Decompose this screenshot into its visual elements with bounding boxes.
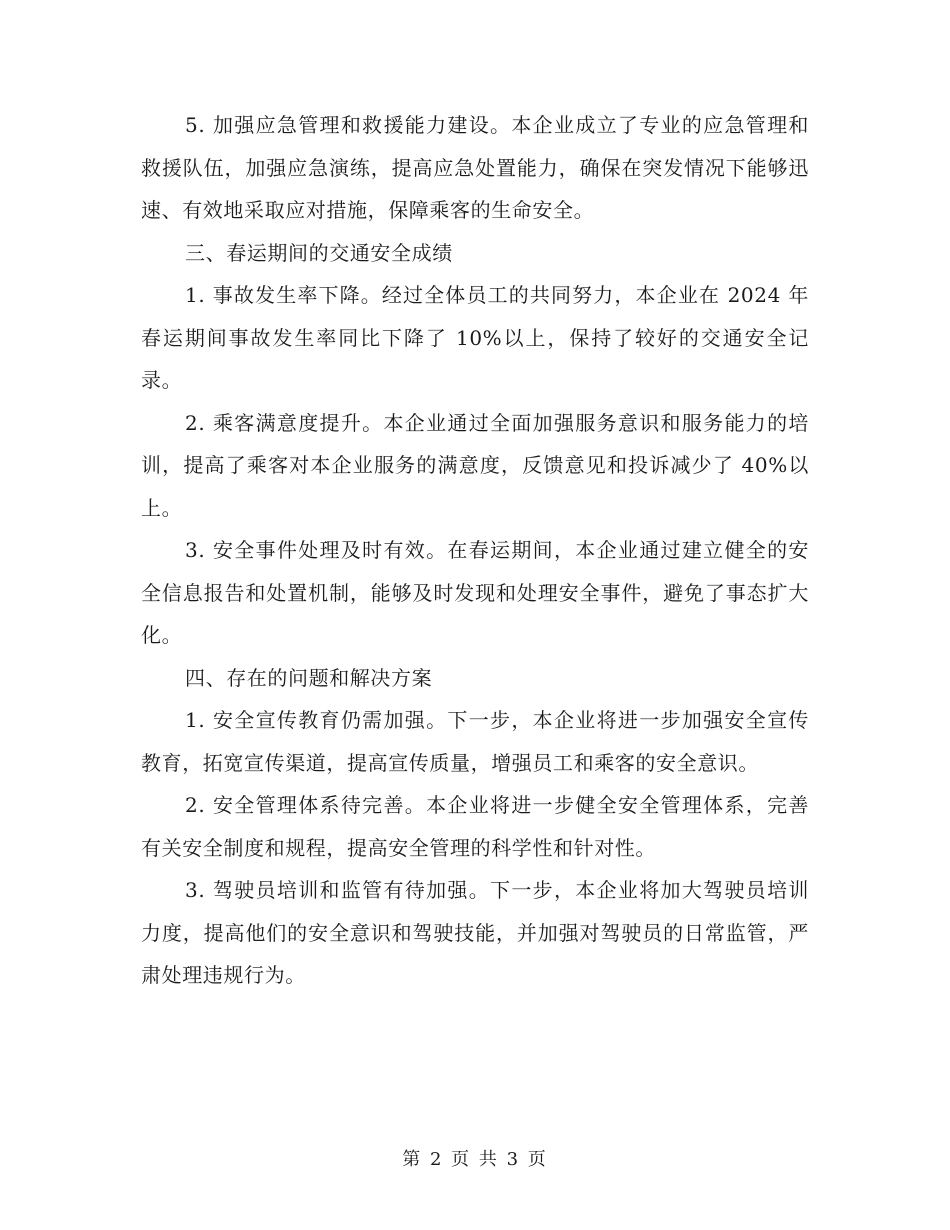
section-heading-problems: 四、存在的问题和解决方案 [185, 665, 433, 690]
paragraph-incident-handling: 3. 安全事件处理及时有效。在春运期间，本企业通过建立健全的安全信息报告和处置机制，能够及时发现和处理安全事件，避免了事态扩大化。 [141, 538, 809, 647]
section-heading-achievements: 三、春运期间的交通安全成绩 [185, 240, 453, 265]
paragraph-driver-training: 3. 驾驶员培训和监管有待加强。下一步，本企业将加大驾驶员培训力度，提高他们的安全意识和驾驶技能，并加强对驾驶员的日常监管，严肃处理违规行为。 [141, 878, 809, 987]
document-body [141, 104, 809, 997]
paragraph-passenger-satisfaction: 2. 乘客满意度提升。本企业通过全面加强服务意识和服务能力的培训，提高了乘客对本企业服务的满意度，反馈意见和投诉减少了 40%以上。 [141, 410, 809, 520]
paragraph-accident-rate: 1. 事故发生率下降。经过全体员工的共同努力，本企业在 2024 年春运期间事故发生率同比下降了 10%以上，保持了较好的交通安全记录。 [141, 283, 809, 392]
paragraph-emergency-management: 5. 加强应急管理和救援能力建设。本企业成立了专业的应急管理和救援队伍，加强应急演练，提高应急处置能力，确保在突发情况下能够迅速、有效地采取应对措施，保障乘客的生命安全。 [141, 113, 809, 222]
paragraph-safety-education: 1. 安全宣传教育仍需加强。下一步，本企业将进一步加强安全宣传教育，拓宽宣传渠道，提高宣传质量，增强员工和乘客的安全意识。 [141, 708, 809, 775]
page-number-footer: 第 2 页 共 3 页 [402, 1149, 548, 1170]
paragraph-management-system: 2. 安全管理体系待完善。本企业将进一步健全安全管理体系，完善有关安全制度和规程，提高安全管理的科学性和针对性。 [141, 793, 809, 860]
